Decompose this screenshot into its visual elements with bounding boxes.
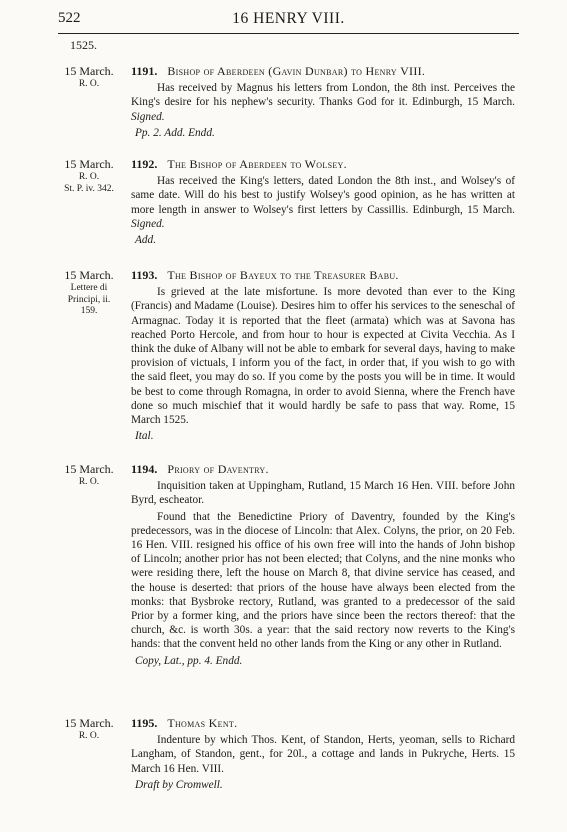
entry-text: Has received by Magnus his letters from London, the 8th inst. Perceives the King's desire for his nephew's security. Thanks God for it. Edinburgh, 15 March. Signed. bbox=[131, 82, 515, 123]
entry-number: 1193. bbox=[131, 268, 158, 282]
entry-heading: Priory of Daventry. bbox=[167, 462, 269, 476]
entry-text-continued: Found that the Benedictine Priory of Daventry, founded by the King's predecessors, was in the diocese of Lincoln: that Alex. Colyns, the prior, on 20 Feb. 16 Hen. VIII. resigned his office of his own free will into the hands of John bishop of Lincoln; another prior has not been elected; that Colyns, and the nine monks who were residing there, left the house on March 8, that divine service has ceased, and the house is deserted: that priors of the house have always been elected from the monks: that Bysbroke rectory, Rutland, was granted to a predecessor of the said Prior by a former king, and the priors have since been the rectors thereof: that the church, &c. is worth 30s. a year: that the said rectory now reverts to the King's hands: that the convent held no other lands from the King or any other in Rutland. bbox=[131, 510, 515, 651]
entry-date: 15 March. bbox=[64, 268, 114, 282]
signed-note: Signed. bbox=[131, 217, 165, 230]
entry-title bbox=[131, 462, 515, 476]
entry-heading: The Bishop of Aberdeen to Wolsey. bbox=[167, 157, 347, 171]
entry-title bbox=[131, 268, 515, 282]
entry-note: Pp. 2. Add. Endd. bbox=[135, 126, 215, 139]
entry-heading: The Bishop of Bayeux to the Treasurer Babu. bbox=[167, 268, 399, 282]
entry-note: Draft by Cromwell. bbox=[135, 778, 223, 791]
entry-date: 15 March. bbox=[64, 462, 114, 476]
entry-margin bbox=[55, 716, 123, 743]
entry-text: Is grieved at the late misfortune. Is more devoted than ever to the King (Francis) and Madame (Louise). Desires him to offer his services to the seneschal of Armagnac. Today it is reported that the fleet (armata) which was at Savona has reached Porto Hercole, and from hour to hour is expected at Civita Vecchia. As I think the duke of Albany will not be able to embark for several days, having to make provision of victuals, I inform you of the fact, in order that, if you wish to go with the said fleet, you may do so. If you come by the posts you will be in time. It would be best to come through Romagna, in order to avoid Sienna, where the French have done so much mischief that it would hardly be safe to pass that way. Rome, 15 March 1525. bbox=[131, 286, 515, 427]
entry-reference: Lettere di Principi, ii. 159. bbox=[67, 283, 111, 317]
entry-margin bbox=[55, 157, 123, 195]
entry-date: 15 March. bbox=[64, 157, 114, 171]
entry-text: Has received the King's letters, dated London the 8th inst., and Wolsey's of same date. Will do his best to justify Wolsey's good opinion, as he has written at more length in answer to Wolsey's first letters by Cassillis. Edinburgh, 15 March. Signed. bbox=[131, 175, 515, 230]
entry-note: Add. bbox=[135, 234, 157, 247]
entry-title bbox=[131, 64, 515, 78]
entry-title bbox=[131, 157, 515, 171]
entry-number: 1192. bbox=[131, 157, 158, 171]
entry-reference: R. O. St. P. iv. 342. bbox=[64, 172, 114, 194]
entry-date: 15 March. bbox=[64, 64, 114, 78]
page-header bbox=[58, 10, 519, 32]
entry-heading: Thomas Kent. bbox=[167, 716, 238, 730]
entry-body bbox=[131, 268, 515, 443]
year-label: 1525. bbox=[70, 38, 97, 52]
entry-body bbox=[131, 64, 515, 140]
entry-number: 1194. bbox=[131, 462, 158, 476]
header-rule bbox=[58, 33, 519, 34]
entry-heading: Bishop of Aberdeen (Gavin Dunbar) to Henry VIII. bbox=[167, 64, 426, 78]
entry-reference: R. O. bbox=[78, 477, 100, 488]
running-head: 16 HENRY VIII. bbox=[232, 10, 345, 27]
entry-body bbox=[131, 157, 515, 247]
entry-text: Indenture by which Thos. Kent, of Standon, Herts, yeoman, sells to Richard Langham, of Standon, gent., for 20l., a cottage and lands in Pukryche, Herts. 15 March 16 Hen. VIII. bbox=[131, 734, 515, 775]
entry-reference: R. O. bbox=[78, 79, 100, 90]
entry-number: 1195. bbox=[131, 716, 158, 730]
entry-margin bbox=[55, 64, 123, 91]
signed-note: Signed. bbox=[131, 110, 165, 123]
entry-number: 1191. bbox=[131, 64, 158, 78]
page-number: 522 bbox=[58, 10, 81, 26]
entry-note: Copy, Lat., pp. 4. Endd. bbox=[135, 654, 243, 667]
entry-text: Inquisition taken at Uppingham, Rutland, 15 March 16 Hen. VIII. before John Byrd, escheator. bbox=[131, 480, 515, 507]
entry-body bbox=[131, 462, 515, 668]
entry-body bbox=[131, 716, 515, 792]
entry-note: Ital. bbox=[135, 430, 154, 443]
entry-date: 15 March. bbox=[64, 716, 114, 730]
entry-title bbox=[131, 716, 515, 730]
entry-margin bbox=[55, 268, 123, 318]
entry-margin bbox=[55, 462, 123, 489]
entry-reference: R. O. bbox=[78, 731, 100, 742]
